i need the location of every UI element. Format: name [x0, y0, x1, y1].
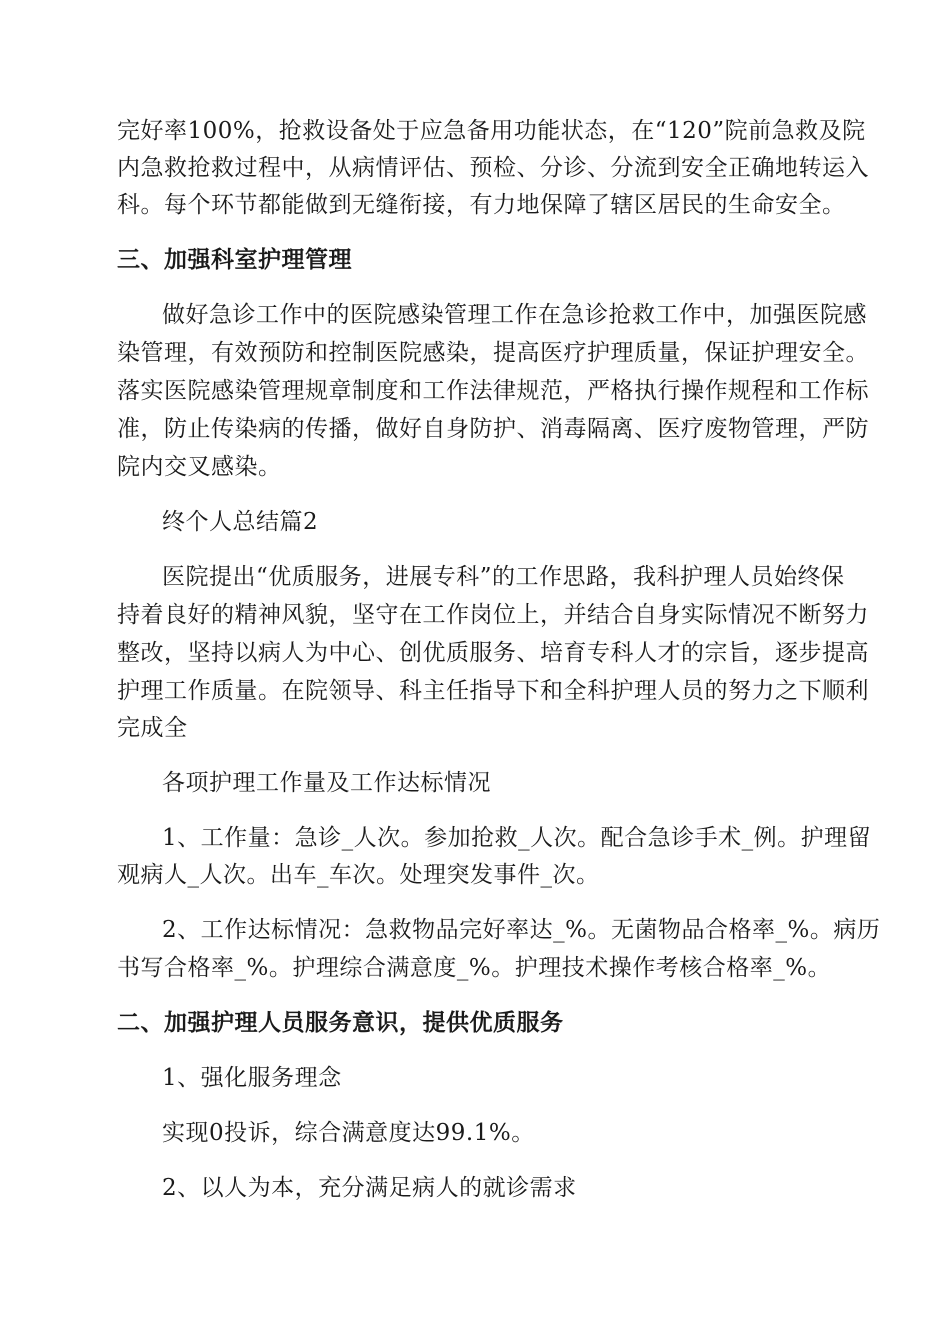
paragraph-line: 准，防止传染病的传播，做好自身防护、消毒隔离、医疗废物管理，严防 — [117, 416, 869, 442]
paragraph-line: 各项护理工作量及工作达标情况 — [162, 770, 491, 796]
paragraph-line: 落实医院感染管理规章制度和工作法律规范，严格执行操作规程和工作标 — [117, 378, 869, 404]
paragraph-line: 做好急诊工作中的医院感染管理工作在急诊抢救工作中，加强医院感 — [162, 302, 867, 328]
paragraph-line: 持着良好的精神风貌，坚守在工作岗位上，并结合自身实际情况不断努力 — [117, 602, 869, 628]
paragraph-line: 科。每个环节都能做到无缝衔接，有力地保障了辖区居民的生命安全。 — [117, 192, 846, 218]
paragraph-line: 内急救抢救过程中，从病情评估、预检、分诊、分流到安全正确地转运入 — [117, 155, 869, 181]
paragraph-line: 完成全 — [117, 715, 188, 741]
paragraph-line: 护理工作质量。在院领导、科主任指导下和全科护理人员的努力之下顺利 — [117, 678, 869, 704]
paragraph-line: 医院提出“优质服务，进展专科”的工作思路，我科护理人员始终保 — [162, 564, 845, 590]
paragraph-line: 院内交叉感染。 — [117, 454, 282, 480]
paragraph-line: 2、工作达标情况：急救物品完好率达_%。无菌物品合格率_%。病历 — [162, 917, 881, 943]
paragraph-line: 1、强化服务理念 — [162, 1065, 342, 1091]
paragraph-line: 染管理，有效预防和控制医院感染，提高医疗护理质量，保证护理安全。 — [117, 340, 869, 366]
paragraph-line: 书写合格率_%。护理综合满意度_%。护理技术操作考核合格率_%。 — [117, 955, 832, 981]
paragraph-line: 完好率100%，抢救设备处于应急备用功能状态，在“120”院前急救及院 — [117, 118, 866, 144]
paragraph-line: 1、工作量：急诊_人次。参加抢救_人次。配合急诊手术_例。护理留 — [162, 825, 872, 851]
section-heading: 二、加强护理人员服务意识，提供优质服务 — [117, 1009, 564, 1036]
paragraph-line: 观病人_人次。出车_车次。处理突发事件_次。 — [117, 862, 600, 888]
paragraph-line: 2、以人为本，充分满足病人的就诊需求 — [162, 1175, 577, 1201]
paragraph-line: 实现0投诉，综合满意度达99.1%。 — [162, 1120, 535, 1146]
paragraph-line: 整改，坚持以病人为中心、创优质服务、培育专科人才的宗旨，逐步提高 — [117, 640, 869, 666]
document-subtitle: 终个人总结篇2 — [162, 509, 319, 535]
section-heading: 三、加强科室护理管理 — [117, 246, 352, 273]
